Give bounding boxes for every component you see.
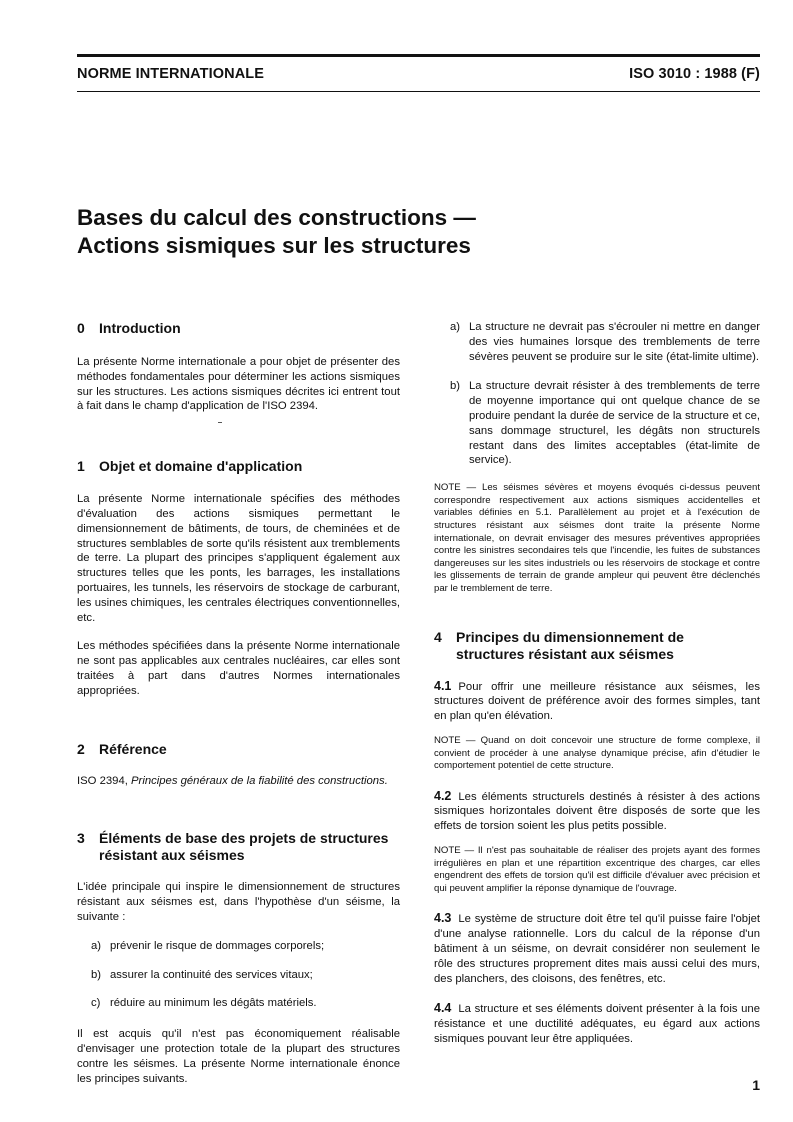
- section-1-heading: [77, 458, 400, 475]
- clause-text: La structure et ses éléments doivent présenter à la fois une résistance et une ductilité adéquates, eu égard aux actions sismiques pouvant leur être appliquées.: [434, 1003, 760, 1046]
- clause-number: 4.2: [434, 788, 452, 803]
- list-item-text: La structure ne devrait pas s'écrouler ni mettre en danger des vies humaines lorsque des tremblements de terre sévères peuvent se produire sur le site (état-limite ultime).: [469, 321, 760, 363]
- list-item: [91, 939, 400, 954]
- page-number: 1: [752, 1077, 760, 1093]
- scope-paragraph-1: La présente Norme internationale spécifies des méthodes d'évaluation des actions sismiques permettant le dimensionnement de bâtiments, de tours, de cheminées et de structures semblables de sorte qu'ils résistent aux tremblements de terre. La plupart des principes s'appliquent également aux structures telles que les ponts, les barrages, les installations portuaires, les tunnels, les réservoirs de stockage de carburant, les usines chimiques, les centrales électriques conventionnelles, etc.: [77, 493, 400, 624]
- section-0-heading: [77, 320, 400, 337]
- left-column: [77, 320, 400, 1086]
- header-standard-type: NORME INTERNATIONALE: [77, 66, 265, 82]
- clause-text: Les éléments structurels destinés à résister à des actions sismiques horizontales doivent être disposés de sorte que les effets de torsion soient les plus petits possible.: [434, 790, 760, 833]
- stray-mark: [218, 422, 222, 423]
- list-item-label: a): [450, 321, 461, 333]
- right-column: [434, 320, 760, 1047]
- section-title: Objet et domaine d'application: [99, 458, 303, 475]
- clause-text: Le système de structure doit être tel qu'il puisse faire l'objet d'une analyse rationnelle. Lors du calcul de la réponse d'un bâtiment à un séisme, on devrait considérer non seulement le rôle des structures proprement dites mais aussi celui des murs, des planchers, des cloisons, des fenêtres, etc.: [434, 913, 760, 985]
- reference-entry: [77, 774, 400, 789]
- section-title: Introduction: [99, 320, 181, 336]
- clause-4-1: [434, 679, 760, 724]
- clause-text: Pour offrir une meilleure résistance aux séismes, les structures doivent de préférence avoir des formes simples, tant en plan qu'en élévation.: [434, 680, 760, 723]
- section-title-line-2: résistant aux séismes: [99, 847, 245, 864]
- section-number: 4: [434, 628, 442, 645]
- section-2-heading: [77, 741, 400, 758]
- list-item: [450, 379, 760, 468]
- header-standard-number: ISO 3010 : 1988 (F): [629, 66, 760, 82]
- section-title: Référence: [99, 740, 167, 757]
- document-title: [77, 204, 476, 260]
- note-4-2: NOTE — Il n'est pas souhaitable de réaliser des projets ayant des formes irrégulières en plan et une répartition excentrique des charges, car elles engendrent des effets de torsion qu'il est difficile d'évaluer avec précision et qui peuvent amplifier la réponse dynamique de l'ouvrage.: [434, 845, 760, 894]
- clause-number: 4.3: [434, 911, 452, 926]
- title-line-2: Actions sismiques sur les structures: [77, 233, 471, 258]
- section-title: [99, 830, 388, 864]
- list-item-text: réduire au minimum les dégâts matériels.: [110, 997, 317, 1010]
- clause-number: 4.4: [434, 1001, 452, 1016]
- section-title-line-1: Éléments de base des projets de structures: [99, 830, 389, 847]
- list-item-text: assurer la continuité des services vitaux;: [110, 968, 313, 981]
- reference-code: ISO 2394,: [77, 774, 128, 787]
- list-item-label: a): [91, 939, 102, 952]
- section-number: 1: [77, 458, 85, 475]
- section-number: 0: [77, 320, 85, 336]
- section-3-heading: [77, 830, 400, 864]
- section-title-line-2: structures résistant aux séismes: [456, 645, 674, 662]
- section-4-heading: [434, 629, 760, 663]
- header-top-rule: [77, 54, 760, 57]
- list-item-text: prévenir le risque de dommages corporels;: [110, 939, 325, 952]
- reference-title: Principes généraux de la fiabilité des constructions.: [131, 774, 388, 787]
- list-item-text: La structure devrait résister à des tremblements de terre de moyenne importance qui ont quelque chance de se produire pendant la durée de service de la structure et ce, sans dommage structurel, les dégâts non structurels restant dans des limites acceptables (état-limite de service).: [469, 380, 760, 467]
- clause-4-3: [434, 911, 760, 986]
- note-seismic-events: NOTE — Les séismes sévères et moyens évoqués ci-dessus peuvent correspondre respectivement aux actions sismiques accidentelles et variables définies en 5.1. Parallèlement au projet et à l'exécution de structures résistant aux séismes dont traite la présente Norme internationale, on devrait envisager des mesures préventives appropriées contre les sinistres secondaires tels que l'incendie, les fuites de substances dangereuses sur les sites industriels ou les réservoirs de stockage et contre les glissements de terrain de grande ampleur qui peuvent être déclenchés par le tremblement de terre.: [434, 482, 760, 594]
- note-4-1: NOTE — Quand on doit concevoir une structure de forme complexe, il convient de procéder à une analyse dynamique précise, afin d'étudier le comportement potentiel de cette structure.: [434, 734, 760, 772]
- section-title: [456, 629, 684, 663]
- list-item: [450, 320, 760, 364]
- clause-4-2: [434, 789, 760, 834]
- list-item: [91, 996, 400, 1011]
- scope-paragraph-2: Les méthodes spécifiées dans la présente Norme internationale ne sont pas applicables aux centrales nucléaires, car elles sont traitées à part dans d'autres Normes internationales appropriées.: [77, 640, 400, 697]
- list-item: [91, 968, 400, 983]
- list-item-label: c): [91, 997, 101, 1010]
- list-item-label: b): [450, 380, 461, 393]
- clause-number: 4.1: [434, 678, 452, 693]
- feasibility-paragraph: Il est acquis qu'il n'est pas économiquement réalisable d'envisager une protection totale de la plupart des structures contre les séismes. La présente Norme internationale énonce les principes suivants.: [77, 1028, 400, 1085]
- title-line-1: Bases du calcul des constructions —: [77, 205, 476, 230]
- principle-paragraph: L'idée principale qui inspire le dimensionnement de structures résistant aux séismes est, dans l'hypothèse d'un séisme, la suivante :: [77, 881, 400, 923]
- section-title-line-1: Principes du dimensionnement de: [456, 628, 684, 645]
- header-bottom-rule: [77, 91, 760, 92]
- section-number: 3: [77, 830, 85, 847]
- intro-paragraph: La présente Norme internationale a pour objet de présenter des méthodes fondamentales pour déterminer les actions sismiques sur les structures. Les actions sismiques décrites ici entrent tout à fait dans le champ d'application de l'ISO 2394.: [77, 356, 400, 413]
- section-number: 2: [77, 740, 85, 757]
- clause-4-4: [434, 1001, 760, 1046]
- list-item-label: b): [91, 968, 102, 981]
